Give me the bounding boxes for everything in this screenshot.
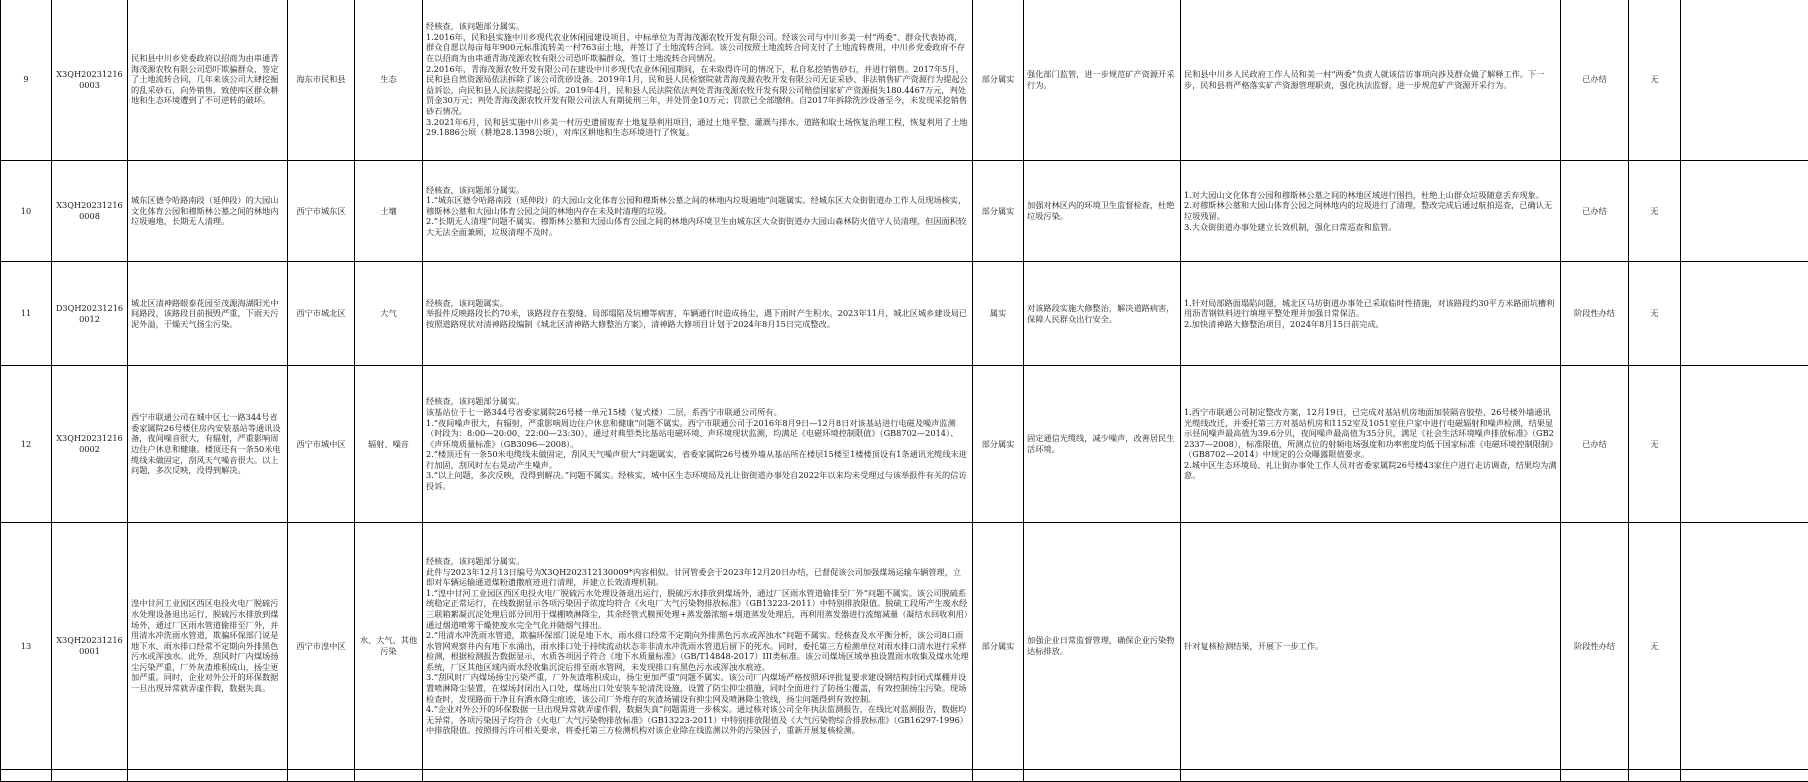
- case-code: X3QH202312160001: [52, 523, 128, 770]
- verification-status: 部分属实: [973, 523, 1024, 770]
- table-row: [1, 161, 1808, 262]
- verification-status: 部分属实: [973, 0, 1024, 161]
- finding-line: 经核查，该问题部分属实。: [426, 396, 969, 407]
- handling-requirement: 强化部门监管，进一步规范矿产资源开采行为。: [1024, 0, 1181, 161]
- table-row: [1, 0, 1808, 161]
- row-number: 10: [1, 161, 52, 262]
- region: 西宁市湟中区: [288, 523, 355, 770]
- case-code: X3QH202312160008: [52, 161, 128, 262]
- rectification-measures: [1181, 523, 1561, 770]
- empty-cell: [288, 770, 355, 782]
- measure-line: 民和县中川乡人民政府工作人员和美一村“两委”负责人就该信访事项向涉及群众做了解释工作。下一步，民和县将严格落实矿产资源管理职责，强化执法监督，进一步规范矿产资源开采行为。: [1184, 69, 1557, 90]
- progress-status: 已办结: [1561, 161, 1629, 262]
- table-row: [1, 523, 1808, 770]
- finding-line: 2.“长期无人清理”问题不属实。穆斯林公墓和大园山体育公园之间的林地内环境卫生由城东区大众街街道办大园山森林防火值守人员清理，但因面积较大无法全面兼顾，垃圾清理不及时。: [426, 216, 969, 237]
- empty-cell: [355, 770, 423, 782]
- complaint-content: 城北区清神路眼泰花园至茂源海湖阳光中间路段，该路段目前损毁严重，下雨天污泥外溢，干燥天气扬尘污染。: [128, 262, 288, 366]
- empty-cell: [1681, 366, 1808, 523]
- finding-line: 1.“城东区德令哈路南段（延伸段）的大园山文化体育公园和穆斯林公墓之间的林地内垃圾遍地”问题属实。经城东区大众街街道办工作人员现场核实，穆斯林公墓和大园山体育公园之间的林地内存在未及时清理的垃圾。: [426, 195, 969, 216]
- case-code: D3QH202312160012: [52, 262, 128, 366]
- rectification-measures: [1181, 366, 1561, 523]
- measure-line: 1.西宁市联通公司制定整改方案，12月19日，已完成对基站机房地面加装隔音胶垫、26号楼外墙通讯光缆线改迁，并委托第三方对基站机房和1152室及1051室住户家中进行电磁辐射和噪声检测，结果显示昼间噪声最高值为39.6分贝，夜间噪声最高值为35分贝，满足《社会生活环境噪声排放标准》（GB22337—2008），标准限值，所测点位的射频电场强度和功率密度均低于国家标准《电磁环境控制限制》（GB8702—2014）中规定的公众曝露限值要求。: [1184, 407, 1557, 460]
- row-number: 12: [1, 366, 52, 523]
- investigation-findings: [423, 262, 973, 366]
- finding-line: 3.“以上问题，多次反映，没得到解决。”问题不属实。经核实，城中区生态环境局及礼让街街道办事处自2022年以来均未受理过与该举报件有关的信访投诉。: [426, 470, 969, 491]
- empty-cell: [1681, 262, 1808, 366]
- region: 西宁市城中区: [288, 366, 355, 523]
- region: 西宁市城东区: [288, 161, 355, 262]
- finding-line: 3.“刮风时厂内煤场扬尘污染严重，厂外灰渣堆积成山，扬尘更加严重”问题不属实。该公司厂内煤场严格按照环评批复要求建设钢结构封闭式煤棚并设置喷淋降尘装置，在煤场封闭出入口处，煤场出口处安装车轮清洗设施，设置了防尘抑尘措施，同时全面进行了防扬尘覆盖，有效控制扬尘污染。现场检查时，发现路面干净且有洒水降尘痕迹，该公司厂外堆存的灰渣场铺设有抑尘网及喷淋降尘管线，扬尘问题得到有效控制。: [426, 672, 969, 704]
- table-row-partial: [1, 770, 1808, 782]
- handling-requirement: 固定通信光缆线，减少噪声，改善居民生活环境。: [1024, 366, 1181, 523]
- case-code: X3QH202312160003: [52, 0, 128, 161]
- investigation-findings: [423, 161, 973, 262]
- region: 海东市民和县: [288, 0, 355, 161]
- table-row: [1, 262, 1808, 366]
- finding-line: 该基站位于七一路344号省委家属院26号楼一单元15楼（复式楼）二层，系西宁市联通公司所有。: [426, 407, 969, 418]
- pollution-type: 辐射、噪音: [355, 366, 423, 523]
- handling-requirement: 加强对林区内的环境卫生监督检查，杜绝垃圾污染。: [1024, 161, 1181, 262]
- pollution-type: 土壤: [355, 161, 423, 262]
- region: 西宁市城北区: [288, 262, 355, 366]
- finding-line: 4.“企业对外公开的环保数据一旦出现异常就弄虚作假，数据失真”问题需进一步核实。通过核对该公司全年执法监测报告，在线比对监测报告，数据均无异常，各项污染因子均符合《火电厂大气污染物排放标准》（GB13223-2011）中特别排放限值及《大气污染物综合排放标准》（GB16297-1996）中排放限值。按照排污许可相关要求，将委托第三方检测机构对该企业除在线监测以外的污染因子，重新开展复核检测。: [426, 704, 969, 736]
- empty-cell: [1024, 770, 1181, 782]
- empty-cell: [1681, 770, 1808, 782]
- empty-cell: [1681, 161, 1808, 262]
- verification-status: 部分属实: [973, 366, 1024, 523]
- table-body: [1, 0, 1808, 782]
- progress-status: 阶段性办结: [1561, 262, 1629, 366]
- finding-line: 1.“湟中甘河工业园区西区电投火电厂脱硫污水处理设备退出运行，脱硫污水排放到煤场外，通过厂区雨水管道偷排至厂外”问题不属实。该公司脱硫系统稳定正常运行，在线数据显示各项污染因子浓度均符合《火电厂大气污染物排放标准》（GB13223-2011）中特别排放限值。脱硫工段所产生废水经三联箱絮凝沉淀处理后部分回用于煤棚喷淋降尘，其余经管式膜预处理+蒸发器浓缩+烟道蒸发处理后，再利用蒸发器进行流缩减量（凝结水回收利用）通过烟道喷雾干燥使废水完全气化并随烟气排出。: [426, 588, 969, 630]
- accountability: 无: [1629, 523, 1681, 770]
- rectification-measures: [1181, 262, 1561, 366]
- measure-line: 2.城中区生态环境局、礼让街办事处工作人员对省委家属院26号楼43家住户进行走访调查，结果均为满意。: [1184, 460, 1557, 481]
- measure-line: 针对复核检测结果，开展下一步工作。: [1184, 641, 1557, 652]
- row-number: 9: [1, 0, 52, 161]
- complaint-content: 湟中甘河工业园区西区电投火电厂脱硫污水处理设备退出运行，脱硫污水排放到煤场外，通过厂区雨水管道偷排至厂外，并用清水冲洗雨水管道，欺骗环保部门说是地下水，雨水排口经常不定期向外排黑色污水或浑浊水。此外，刮风时厂内煤场扬尘污染严重，厂外灰渣堆积成山，扬尘更加严重。同时，企业对外公开的环保数据一旦出现异常就弄虚作假，数据失真。: [128, 523, 288, 770]
- table-row: [1, 366, 1808, 523]
- accountability: 无: [1629, 0, 1681, 161]
- empty-cell: [1681, 523, 1808, 770]
- accountability: 无: [1629, 366, 1681, 523]
- measure-line: 1.对大园山文化体育公园和穆斯林公墓之间的林地区域进行围挡，杜绝上山群众垃圾随意丢弃现象。: [1184, 190, 1557, 201]
- pollution-type: 生态: [355, 0, 423, 161]
- finding-line: 2.2016年，青海茂源农牧开发有限公司在建设中川乡现代农业休闲园期间，在未取得许可的情况下，私自私挖销售砂石，并进行销售。2017年5月，民和县自然资源局依法拆除了该公司洗砂设备。2019年1月，民和县人民检察院就青海茂源农牧开发有限公司无证采砂、非法销售矿产资源行为提起公益诉讼，向民和县人民法院提起公诉。2019年4月，民和县人民法院依法判处青海茂源农牧开发有限公司赔偿国家矿产资源损失180.4467万元，判处罚金30万元；判处青海茂源农牧开发有限公司法人有期徒刑三年，并处罚金10万元；罚款已全部缴纳。自2017年拆除洗沙设备至今，未发现采挖销售砂石情况。: [426, 64, 969, 117]
- empty-cell: [973, 770, 1024, 782]
- pollution-type: 大气: [355, 262, 423, 366]
- case-code: X3QH202312160002: [52, 366, 128, 523]
- finding-line: 经核查，该问题属实。: [426, 298, 969, 309]
- progress-status: 已办结: [1561, 0, 1629, 161]
- handling-requirement: 加强企业日常监督管理，确保企业污染物达标排放。: [1024, 523, 1181, 770]
- rectification-measures: [1181, 161, 1561, 262]
- empty-cell: [52, 770, 128, 782]
- empty-cell: [1181, 770, 1561, 782]
- verification-status: 部分属实: [973, 161, 1024, 262]
- empty-cell: [128, 770, 288, 782]
- empty-cell: [1629, 770, 1681, 782]
- finding-line: 1.2016年，民和县实施中川乡现代农业休闲园建设项目，中标单位为青海茂源农牧开发有限公司。经该公司与中川乡美一村“两委”、群众代表协商，群众自愿以每亩每年900元标准流转美一村763亩土地，并签订了土地流转合同。该公司按照土地流转合同支付了土地流转费用，中川乡党委政府不存在以招商为由串通青海茂源农牧有限公司恐吓欺骗群众，签订土地流转合同情况。: [426, 32, 969, 64]
- rectification-measures: [1181, 0, 1561, 161]
- measure-line: 3.大众街街道办事处建立长效机制，强化日常巡查和监管。: [1184, 222, 1557, 233]
- pollution-type: 水、大气、其他污染: [355, 523, 423, 770]
- finding-line: 此件与2023年12月13日编号为X3QH202312130009*内容相似。甘河管委会于2023年12月20日办结，已督促该公司加强煤场运输车辆管理，立即对车辆运输通道煤粉遗撒痕迹进行清理，并建立长效清理机制。: [426, 567, 969, 588]
- empty-cell: [1, 770, 52, 782]
- progress-status: 阶段性办结: [1561, 523, 1629, 770]
- finding-line: 经核查，该问题部分属实。: [426, 185, 969, 196]
- measure-line: 2.对穆斯林公墓和大园山体育公园之间林地内的垃圾进行了清理，整改完成后通过航拍巡查，已确认无垃圾残留。: [1184, 200, 1557, 221]
- complaint-content: 西宁市联通公司在城中区七一路344号省委家属院26号楼住房内安装基站等通讯设备，夜间噪音很大，有辐射，严重影响周边住户休息和健康。楼顶还有一条50米电缆线未做固定，刮风天气噪音很大。以上问题，多次反映，没得到解决。: [128, 366, 288, 523]
- finding-line: 举报件反映路段长约70米，该路段存在裂缝、局部塌陷及坑槽等病害，车辆通行时造成扬尘，遇下雨时产生积水。2023年11月，城北区城乡建设局已按照道路现状对清神路段编制《城北区清神路大修整治方案》，清神路大修项目计划于2024年8月15日完成整改。: [426, 308, 969, 329]
- investigation-findings: [423, 0, 973, 161]
- row-number: 13: [1, 523, 52, 770]
- handling-requirement: 对该路段实施大修整治，解决道路病害，保障人民群众出行安全。: [1024, 262, 1181, 366]
- verification-status: 属实: [973, 262, 1024, 366]
- finding-line: 1.“夜间噪声很大，有辐射，严重影响周边住户休息和健康”问题不属实。西宁市联通公司于2016年8月9日—12月8日对该基站进行电磁及噪声监测（时段为：8:00—20:00、22:00—23:30），通过对典型类比基站电磁环境、声环境现状监测，均满足《电磁环境控制限值》（GB8702—2014）、《声环境质量标准》（GB3096—2008）。: [426, 418, 969, 450]
- finding-line: 2.“用清水冲洗雨水管道，欺骗环保部门说是地下水，雨水排口经常不定期向外排黑色污水或浑浊水”问题不属实。经核查及水平衡分析，该公司8口雨水管网观察井内有地下水涌出，雨水排口处于持续流动状态非非清水冲洗雨水管道后留下的死水。同时，委托第三方检测单位对雨水排口清水进行采样检测，根据检测报告数据显示，水质各项因子符合《地下水质量标准》（GB/T14848-2017）III类标准。该公司煤场区域单独设置雨水收集及煤水处理系统，厂区其他区域内雨水经收集沉淀后排至雨水管网，未发现排口有黑色污水或浑浊水痕迹。: [426, 630, 969, 672]
- complaint-content: 城东区德令哈路南段（延伸段）的大园山文化体育公园和穆斯林公墓之间的林地内垃圾遍地，长期无人清理。: [128, 161, 288, 262]
- measure-line: 1.针对局部路面塌陷问题，城北区马坊街道办事处已采取临时性措施，对该路段约30平方米路面坑槽利用沥青钢铁料进行填埋平整处理并加强日常保洁。: [1184, 298, 1557, 319]
- investigation-findings: [423, 523, 973, 770]
- empty-cell: [1561, 770, 1629, 782]
- empty-cell: [1681, 0, 1808, 161]
- row-number: 11: [1, 262, 52, 366]
- finding-line: 3.2021年6月，民和县实施中川乡美一村历史遗留废弃土地复垦利用项目，通过土地平整、灌溉与排水、道路和取土场恢复治理工程，恢复利用了土地29.1886公顷（耕地28.1398公顷），对库区耕地和生态环境进行了恢复。: [426, 117, 969, 138]
- finding-line: 经核查，该问题部分属实。: [426, 21, 969, 32]
- progress-status: 已办结: [1561, 366, 1629, 523]
- investigation-findings: [423, 366, 973, 523]
- measure-line: 2.加快清神路大修整治项目，2024年8月15日前完成。: [1184, 319, 1557, 330]
- complaint-content: 民和县中川乡党委政府以招商为由串通青海茂源农牧有限公司恐吓欺骗群众，签定了土地流转合同，几年来该公司大肆挖掘的乱采砂石，向外销售，致使库区群众耕地和生态环境遭到了不可逆转的破坏。: [128, 0, 288, 161]
- empty-cell: [423, 770, 973, 782]
- finding-line: 2.“楼顶还有一条50米电缆线未做固定，刮风天气噪声很大”问题属实，省委家属院26号楼外墙从基站所在楼层15楼至1楼楼顶设有1条通讯光缆线未进行加固，刮风时左右晃动产生噪声。: [426, 449, 969, 470]
- accountability: 无: [1629, 262, 1681, 366]
- accountability: 无: [1629, 161, 1681, 262]
- finding-line: 经核查，该问题部分属实。: [426, 556, 969, 567]
